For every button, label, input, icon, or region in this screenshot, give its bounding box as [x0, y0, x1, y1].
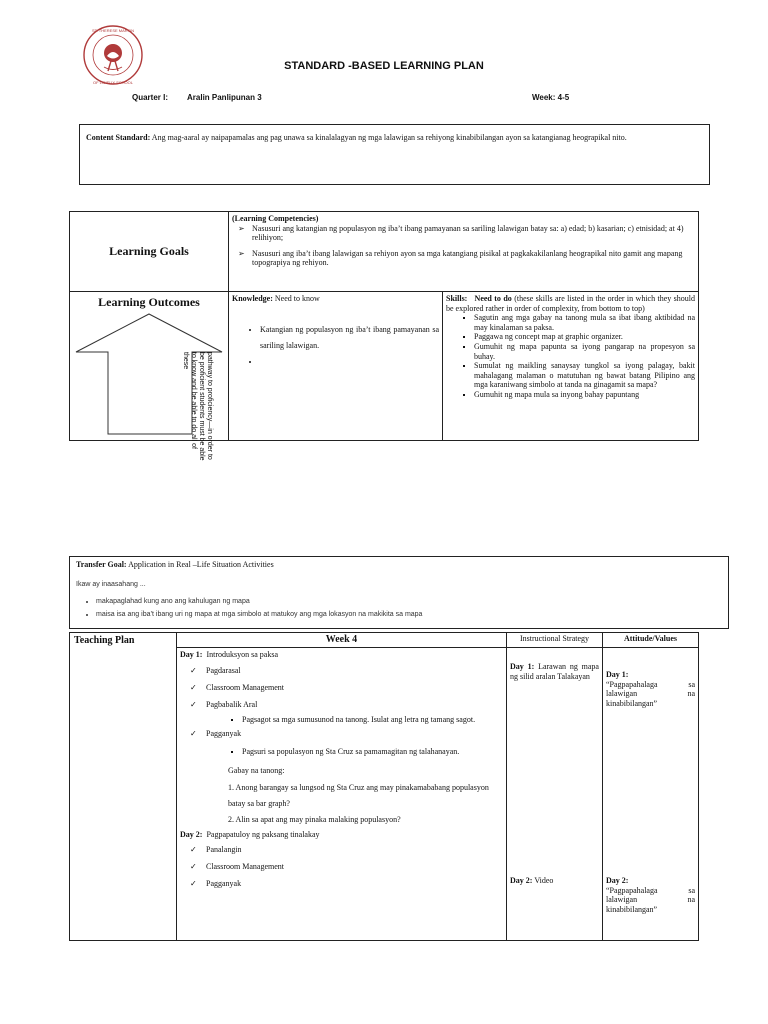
attitude-day1-label: Day 1:: [606, 670, 629, 679]
day2-title: Pagpapatuloy ng paksang tinalakay: [206, 829, 320, 839]
strategy-day2: Video: [534, 876, 554, 885]
strategy-day1-label: Day 1:: [510, 662, 535, 671]
strategy-day1: Larawan ng mapa ng silid aralan Talakayan: [510, 662, 599, 681]
day1-check-item: ✓ Classroom Management: [206, 679, 503, 696]
attitude-day2-label: Day 2:: [606, 876, 629, 885]
skills-note: (these skills are listed in the order in which they should be explored rather in order of complexity, from bottom to top): [446, 294, 696, 313]
knowledge-item: [260, 354, 439, 370]
teaching-plan-cell: [70, 633, 177, 941]
transfer-goal-text: Application in Real –Life Situation Activities: [128, 560, 274, 569]
transfer-item: • maisa isa ang iba’t ibang uri ng mapa at mga simbolo at matukoy ang mga lokasyon na makikita sa mapa: [96, 609, 722, 622]
guide-question-2: 2. Alin sa apat ang may pinaka malaking populasyon?: [228, 815, 401, 825]
day1-label: Day 1:: [180, 650, 203, 659]
guide-label: Gabay na tanong:: [228, 766, 285, 776]
transfer-intro: Ikaw ay inaasahang ...: [76, 581, 146, 588]
svg-text:OF LISIEUX SCHOOL: OF LISIEUX SCHOOL: [92, 80, 134, 85]
competencies-cell: [229, 212, 699, 292]
skills-item: ▪ Gumuhit ng mapa papunta sa iyong pangarap na propesyon sa buhay.: [474, 342, 695, 361]
skills-item: ▪ Gumuhit ng mapa mula sa inyong bahay papuntang: [474, 390, 695, 400]
content-standard-label: Content Standard:: [86, 133, 151, 142]
teaching-plan-table: [69, 632, 699, 941]
attitude-header: Attitude/Values: [623, 634, 678, 643]
week-header-cell: [177, 633, 507, 648]
strategy-cell: [507, 648, 603, 941]
day1-title: Introduksyon sa paksa: [206, 650, 278, 659]
day2-check-item: ✓ Pagganyak: [206, 875, 503, 892]
content-standard-box: [79, 124, 710, 185]
learning-goals-label: Learning Goals: [109, 244, 189, 259]
day2-check-item: ✓ Panalangin: [206, 841, 503, 858]
transfer-goal-label: Transfer Goal:: [76, 560, 127, 569]
attitude-cell: [603, 648, 699, 941]
transfer-goal-box: [69, 556, 729, 629]
day1-check-item: ✓ Pagbabalik Aral: [206, 696, 503, 713]
knowledge-label: Knowledge:: [232, 294, 273, 303]
attitude-header-cell: [603, 633, 699, 648]
content-standard-text: Ang mag-aaral ay naipapamalas ang pag unawa sa kinalalagyan ng mga lalawigan sa rehiyong kinabibilangan ayon sa katangianag heograpikal nito.: [151, 133, 627, 142]
transfer-item: • makapaglahad kung ano ang kahulugan ng mapa: [96, 596, 722, 609]
school-seal-logo: [82, 20, 144, 90]
competency-item: ➢ Nasusuri ang iba’t ibang lalawigan sa rehiyon ayon sa mga katangiang pisikal at pagkakakilanlang heograpikal nito gamit ang mapang topograpiya ng rehiyon.: [252, 249, 695, 268]
day1-motivation-item: ▪ Pagsuri sa populasyon ng Sta Cruz sa pamamagitan ng talahanayan.: [242, 744, 503, 760]
competencies-label: (Learning Competencies): [232, 214, 319, 223]
skills-need: Need to do: [474, 294, 512, 303]
quarter-label: Quarter I:: [132, 93, 169, 102]
guide-question-1: 1. Anong barangay sa lungsod ng Sta Cruz ang may pinakamababang populasyon batay sa bar graph?: [228, 782, 489, 808]
knowledge-sub: Need to know: [274, 294, 320, 303]
skills-item: ▪ Sumulat ng maikling sanaysay tungkol sa iyong palagay, bakit mahalagang malaman o matutuhan ng bawat batang Pilipino ang mga karaniwang simbolo at tanda na ginagamit sa mapa?: [474, 361, 695, 390]
strategy-day2-label: Day 2:: [510, 876, 533, 885]
week-plan-cell: [177, 648, 507, 941]
week-header: Week 4: [325, 634, 358, 645]
day1-check-item: ✓ Pagdarasal: [206, 662, 503, 679]
day2-check-item: ✓ Classroom Management: [206, 858, 503, 875]
skills-item: ▪ Paggawa ng concept map at graphic organizer.: [474, 332, 695, 342]
strategy-header: Instructional Strategy: [519, 634, 590, 643]
skills-label: Skills:: [446, 294, 468, 303]
week-label: Week: 4-5: [532, 93, 570, 102]
teaching-plan-label: Teaching Plan: [74, 635, 135, 646]
arrow-text: pathway to proficiency—in order to be proficient students must be able to know and be able to do all of these: [181, 352, 213, 461]
strategy-header-cell: [507, 633, 603, 648]
attitude-day2: “Pagpapahalaga sa lalawigan na kinabibilangan”: [606, 885, 695, 914]
day1-review-item: ▪ Pagsagot sa mga sumusunod na tanong. Isulat ang letra ng tamang sagot.: [242, 715, 503, 725]
day1-motivation: ✓ Pagganyak: [206, 725, 503, 742]
attitude-day1: “Pagpapahalaga sa lalawigan na kinabibilangan”: [606, 679, 695, 708]
page-title: STANDARD -BASED LEARNING PLAN: [284, 60, 484, 72]
skills-cell: [443, 292, 699, 441]
svg-text:ST. THERESE MARTIN: ST. THERESE MARTIN: [91, 28, 135, 33]
learning-outcomes-cell: [70, 292, 229, 461]
competency-item: ➢ Nasusuri ang katangian ng populasyon ng iba’t ibang pamayanan sa sariling lalawigan batay sa: a) edad; b) kasarian; c) etnisidad; at 4) relihiyon;: [252, 224, 695, 243]
learning-goals-cell: [70, 212, 229, 292]
skills-item: ▪ Sagutin ang mga gabay na tanong mula sa ibat ibang aktibidad na may kinalaman sa paksa.: [474, 313, 695, 332]
day2-label: Day 2:: [180, 829, 203, 839]
knowledge-cell: [229, 292, 443, 441]
subject-label: Aralin Panlipunan 3: [187, 93, 262, 102]
learning-outcomes-label: Learning Outcomes: [98, 295, 200, 309]
knowledge-item: • Katangian ng populasyon ng iba’t ibang pamayanan sa sariling lalawigan.: [260, 322, 439, 354]
learning-table: [69, 211, 699, 461]
